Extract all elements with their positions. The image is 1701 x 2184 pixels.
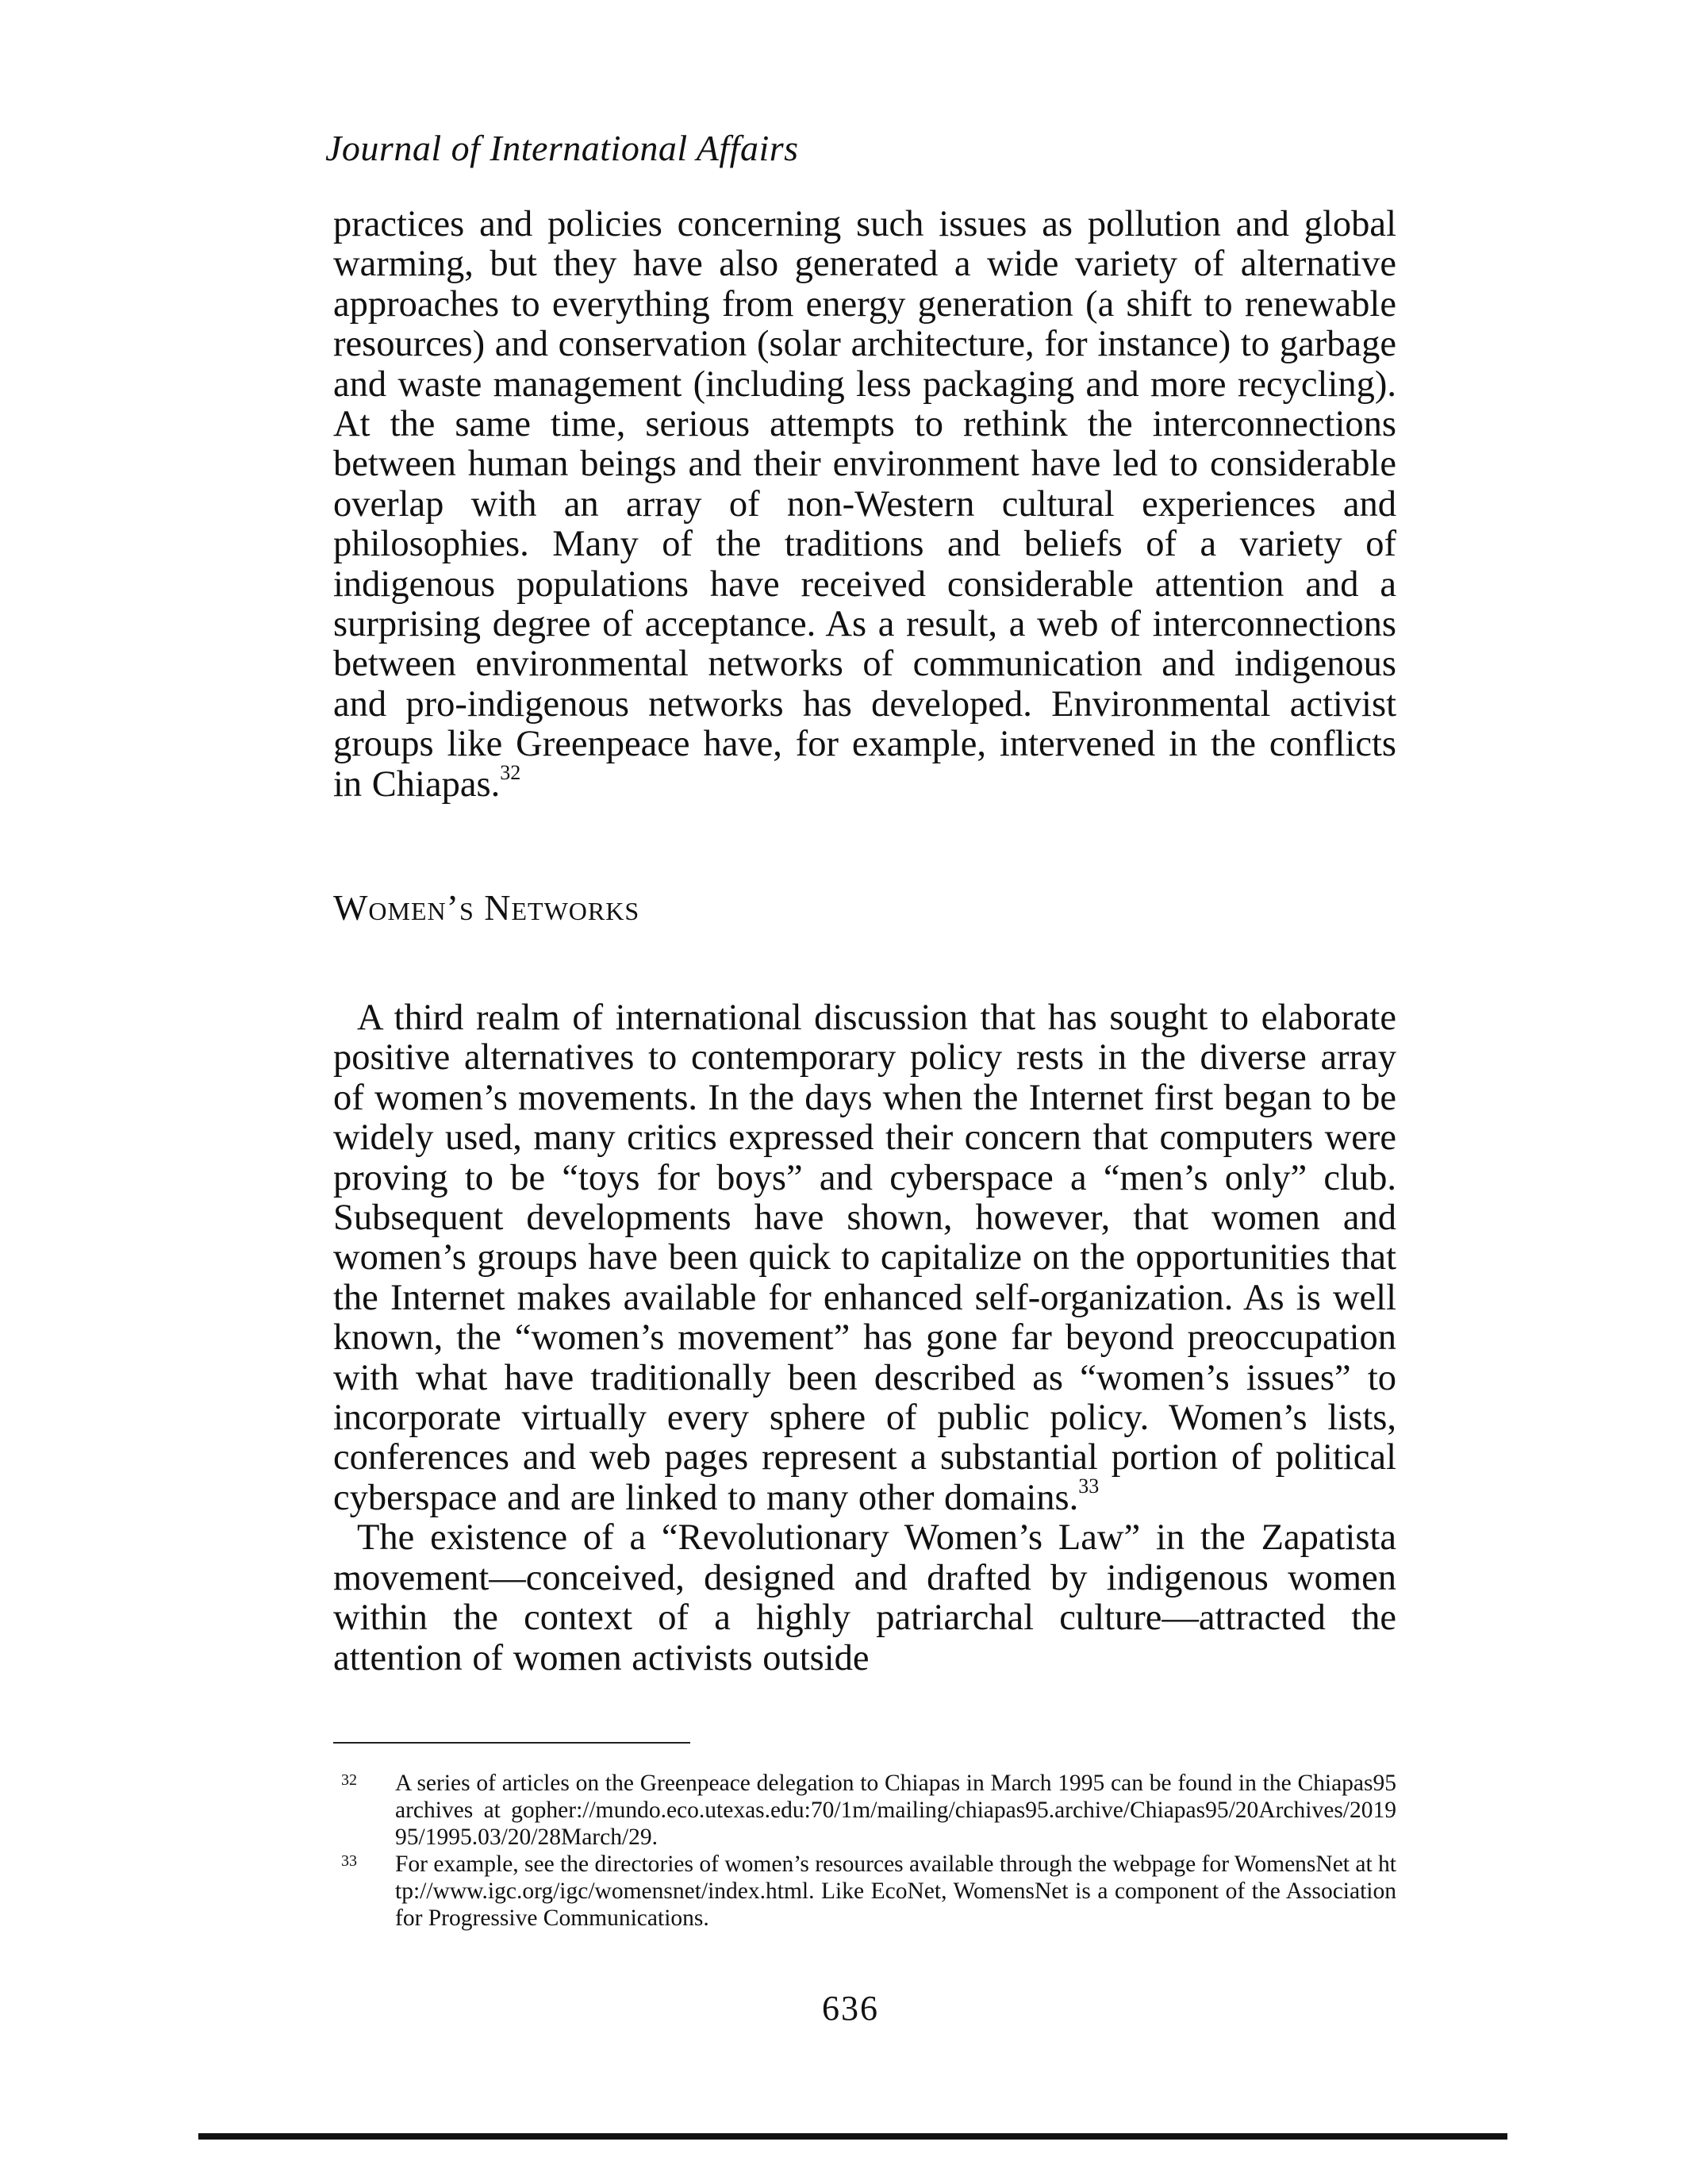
footnote-divider (333, 1742, 690, 1744)
continued-paragraph-block (333, 205, 1396, 805)
bottom-border-rule (198, 2133, 1507, 2140)
women-networks-body (333, 998, 1396, 1678)
footnote-text: For example, see the directories of women’s resources available through the webpage for WomensNet at http://www.igc.org/igc/womensnet/index.html. Like EcoNet, WomensNet is a component of the Association for Progressive Communications. (395, 1851, 1396, 1931)
women-paragraph-2: The existence of a “Revolutionary Women’s Law” in the Zapatista movement—conceived, designed and drafted by indigenous women within the context of a highly patriarchal culture—attracted the attention of women activists outside (333, 1517, 1396, 1678)
footnotes (333, 1770, 1396, 1932)
page-number: 636 (822, 1989, 879, 2028)
footnote-32 (333, 1770, 1396, 1851)
running-head: Journal of International Affairs (325, 128, 799, 168)
footnote-33 (333, 1851, 1396, 1932)
women-paragraph-1 (333, 998, 1396, 1518)
continued-paragraph (333, 205, 1396, 805)
footnote-number: 32 (341, 1771, 357, 1789)
section-heading: Women’s Networks (333, 887, 640, 928)
footnote-ref-32: 32 (500, 761, 521, 785)
footnote-text: A series of articles on the Greenpeace delegation to Chiapas in March 1995 can be found in the Chiapas95 archives at gopher://mundo.eco.utexas.edu:70/1m/mailing/chiapas95.archive/Chiapas95/20Archives/201995/1995.03/20/28March/29. (395, 1771, 1396, 1850)
footnote-ref-33: 33 (1078, 1475, 1100, 1498)
continued-paragraph-text: practices and policies concerning such issues as pollution and global warming, but they have also generated a wide variety of alternative approaches to everything from energy generation (a shift to renewable resources) and conservation (solar architecture, for instance) to garbage and waste management (including less packaging and more recycling). At the same time, serious attempts to rethink the interconnections between human beings and their environment have led to considerable overlap with an array of non-Western cultural experiences and philosophies. Many of the traditions and beliefs of a variety of indigenous populations have received considerable attention and a surprising degree of acceptance. As a result, a web of interconnections between environmental networks of communication and indigenous and pro-indigenous networks has developed. Environmental activist groups like Greenpeace have, for example, intervened in the conflicts in Chiapas. (333, 204, 1396, 805)
women-paragraph-1-text: A third realm of international discussion that has sought to elaborate positive alternatives to contemporary policy rests in the diverse array of women’s movements. In the days when the Internet first began to be widely used, many critics expressed their concern that computers were proving to be “toys for boys” and cyberspace a “men’s only” club. Subsequent developments have shown, however, that women and women’s groups have been quick to capitalize on the opportunities that the Internet makes available for enhanced self-organization. As is well known, the “women’s movement” has gone far beyond preoccupation with what have traditionally been described as “women’s issues” to incorporate virtually every sphere of public policy. Women’s lists, conferences and web pages represent a substantial portion of political cyberspace and are linked to many other domains. (333, 998, 1396, 1518)
footnote-number: 33 (341, 1852, 357, 1870)
